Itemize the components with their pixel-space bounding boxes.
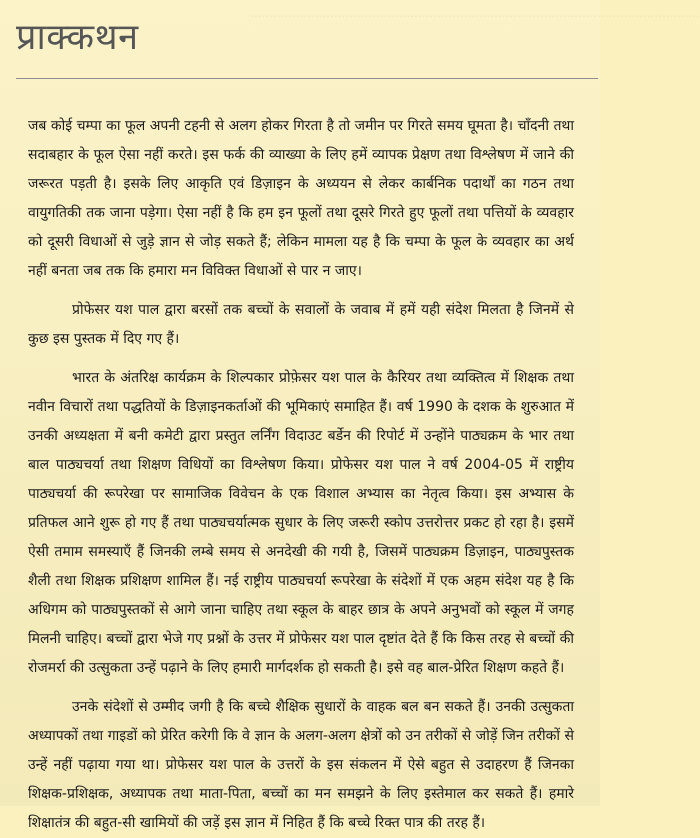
paragraph-3: भारत के अंतरिक्ष कार्यक्रम के शिल्पकार प्रोफ़ेसर यश पाल के कैरियर तथा व्यक्तित्व में शिक्षक तथा नवीन विचारों तथा पद्धतियों के डिज़ाइनकर्ताओं की भूमिकाएं समाहित हैं। वर्ष 1990 के दशक के शुरुआत में उनकी अध्यक्षता में बनी कमेटी द्वारा प्रस्तुत लर्निंग विदाउट बर्डेन की रिपोर्ट में उन्होंने पाठ्यक्रम के भार तथा बाल पाठ्यचर्या तथा शिक्षण विधियों का विश्लेषण किया। प्रोफेसर यश पाल ने वर्ष 2004-05 में राष्ट्रीय पाठ्यचर्या की रूपरेखा पर सामाजिक विवेचन के एक विशाल अभ्यास का नेतृत्व किया। इस अभ्यास के प्रतिफल आने शुरू हो गए हैं तथा पाठ्यचर्यात्मक सुधार के लिए जरूरी स्कोप उत्तरोत्तर प्रकट हो रहा है। इसमें ऐसी तमाम समस्याएँ हैं जिनकी लम्बे समय से अनदेखी की गयी है, जिसमें पाठ्यक्रम डिज़ाइन, पाठ्यपुस्तक शैली तथा शिक्षक प्रशिक्षण शामिल हैं। नई राष्ट्रीय पाठ्यचर्या रूपरेखा के संदेशों में एक अहम संदेश यह है कि अधिगम को पाठ्यपुस्तकों से आगे जाना चाहिए तथा स्कूल के बाहर छात्र के अपने अनुभवों को स्कूल में जगह मिलनी चाहिए। बच्चों द्वारा भेजे गए प्रश्नों के उत्तर में प्रोफेसर यश पाल दृष्टांत देते हैं कि किस तरह से बच्चों की रोजमर्रा की उत्सुकता उन्हें पढ़ाने के लिए हमारी मार्गदर्शक हो सकती है। इसे वह बाल-प्रेरित शिक्षण कहते हैं। [28,370,574,676]
bleed-through-text: ...................................................................................................................... [250,6,700,20]
paragraph-4: उनके संदेशों से उम्मीद जगी है कि बच्चे शैक्षिक सुधारों के वाहक बल बन सकते हैं। उनकी उत्सुकता अध्यापकों तथा गाइडों को प्रेरित करेगी कि वे ज्ञान के अलग-अलग क्षेत्रों को उन तरीकों से जोड़ें जिन तरीकों से उन्हें नहीं पढ़ाया गया था। प्रोफेसर यश पाल के उत्तरों के इस संकलन में ऐसे बहुत से उदाहरण हैं जिनका शिक्षक-प्रशिक्षक, अध्यापक तथा माता-पिता, बच्चों का मन समझने के लिए इस्तेमाल कर सकते हैं। हमारे शिक्षातंत्र की बहुत-सी खामियों की जड़ें इस ज्ञान में निहित हैं कि बच्चे रिक्त पात्र की तरह हैं। [28,699,574,831]
paragraph-1: जब कोई चम्पा का फूल अपनी टहनी से अलग होकर गिरता है तो जमीन पर गिरते समय घूमता है। चाँदनी तथा सदाबहार के फूल ऐसा नहीं करते। इस फर्क की व्याख्या के लिए हमें व्यापक प्रेक्षण तथा विश्लेषण में जाने की जरूरत पड़ती है। इसके लिए आकृति एवं डिज़ाइन के अध्ययन से लेकर कार्बनिक पदार्थों का गठन तथा वायुगतिकी तक जाना पड़ेगा। ऐसा नहीं है कि हम इन फूलों तथा दूसरे गिरते हुए फूलों तथा पत्तियों के व्यवहार को दूसरी विधाओं से जुड़े ज्ञान से जोड़ सकते हैं; लेकिन मामला यह है कि चम्पा के फूल के व्यवहार का अर्थ नहीं बनता जब तक कि हमारा मन विविक्त विधाओं से पार न जाए। [28,118,574,279]
preface-body [28,112,574,838]
paragraph-2: प्रोफेसर यश पाल द्वारा बरसों तक बच्चों के सवालों के जवाब में हमें यही संदेश मिलता है जिनमें से कुछ इस पुस्तक में दिए गए हैं। [28,302,574,347]
title-divider [16,78,598,79]
page-title: प्राक्कथन [16,17,139,58]
